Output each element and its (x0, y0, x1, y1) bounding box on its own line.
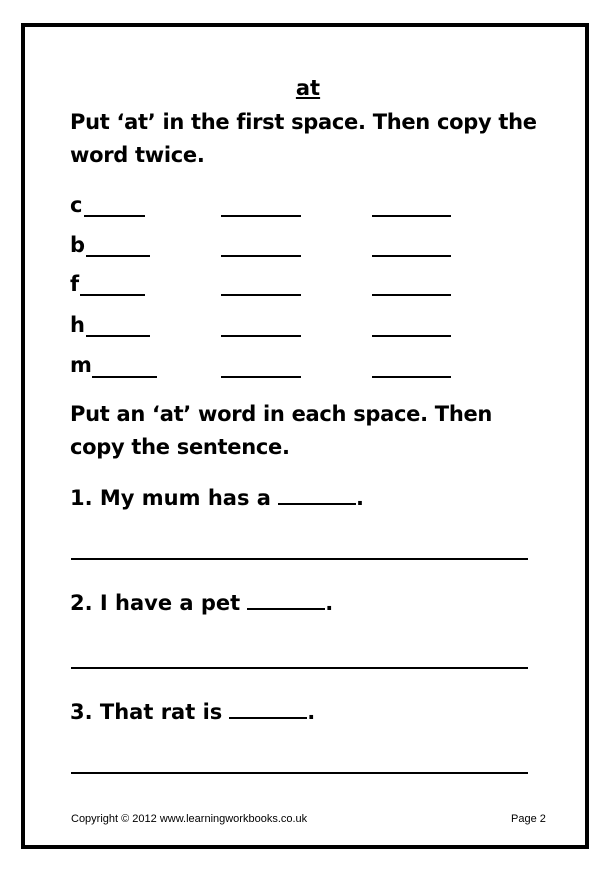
sentence-text (70, 591, 333, 615)
sentence-text (70, 700, 315, 724)
footer-page-number: Page 2 (511, 813, 546, 825)
copy-line[interactable] (71, 558, 528, 560)
instruction-copy-sentences: Put an ‘at’ word in each space. Then copy the sentence. (70, 402, 493, 459)
sentence-suffix: . (307, 700, 316, 724)
footer-copyright: Copyright © 2012 www.learningworkbooks.co.uk (71, 813, 308, 825)
word-blank-copy-1[interactable] (221, 255, 301, 257)
word-blank-first[interactable] (92, 376, 157, 378)
sentence-suffix: . (355, 486, 364, 510)
row-letter: c (70, 193, 83, 217)
word-blank-first[interactable] (84, 215, 145, 217)
sentence-blank[interactable] (247, 592, 325, 610)
word-blank-copy-2[interactable] (372, 215, 451, 217)
word-blank-copy-1[interactable] (221, 376, 301, 378)
word-blank-first[interactable] (80, 294, 145, 296)
sentence-suffix: . (325, 591, 334, 615)
word-blank-copy-1[interactable] (221, 294, 301, 296)
copy-line[interactable] (71, 772, 528, 774)
sentence-prefix: 1. My mum has a (70, 486, 271, 510)
sentence-text (70, 486, 364, 510)
word-blank-copy-2[interactable] (372, 294, 451, 296)
instruction-copy-words: Put ‘at’ in the first space. Then copy the word twice. (70, 110, 537, 167)
word-blank-first[interactable] (86, 335, 150, 337)
copy-line[interactable] (71, 667, 528, 669)
word-blank-first[interactable] (86, 255, 150, 257)
sentence-prefix: 2. I have a pet (70, 591, 241, 615)
word-blank-copy-1[interactable] (221, 335, 301, 337)
row-letter: m (70, 353, 92, 377)
word-blank-copy-2[interactable] (372, 335, 451, 337)
row-letter: h (70, 313, 85, 337)
worksheet-title: at (295, 76, 321, 100)
word-blank-copy-2[interactable] (372, 376, 451, 378)
row-letter: f (70, 272, 80, 296)
sentence-blank[interactable] (278, 487, 356, 505)
sentence-blank[interactable] (229, 701, 307, 719)
sentence-prefix: 3. That rat is (70, 700, 223, 724)
word-blank-copy-1[interactable] (221, 215, 301, 217)
word-blank-copy-2[interactable] (372, 255, 451, 257)
row-letter: b (70, 233, 86, 257)
